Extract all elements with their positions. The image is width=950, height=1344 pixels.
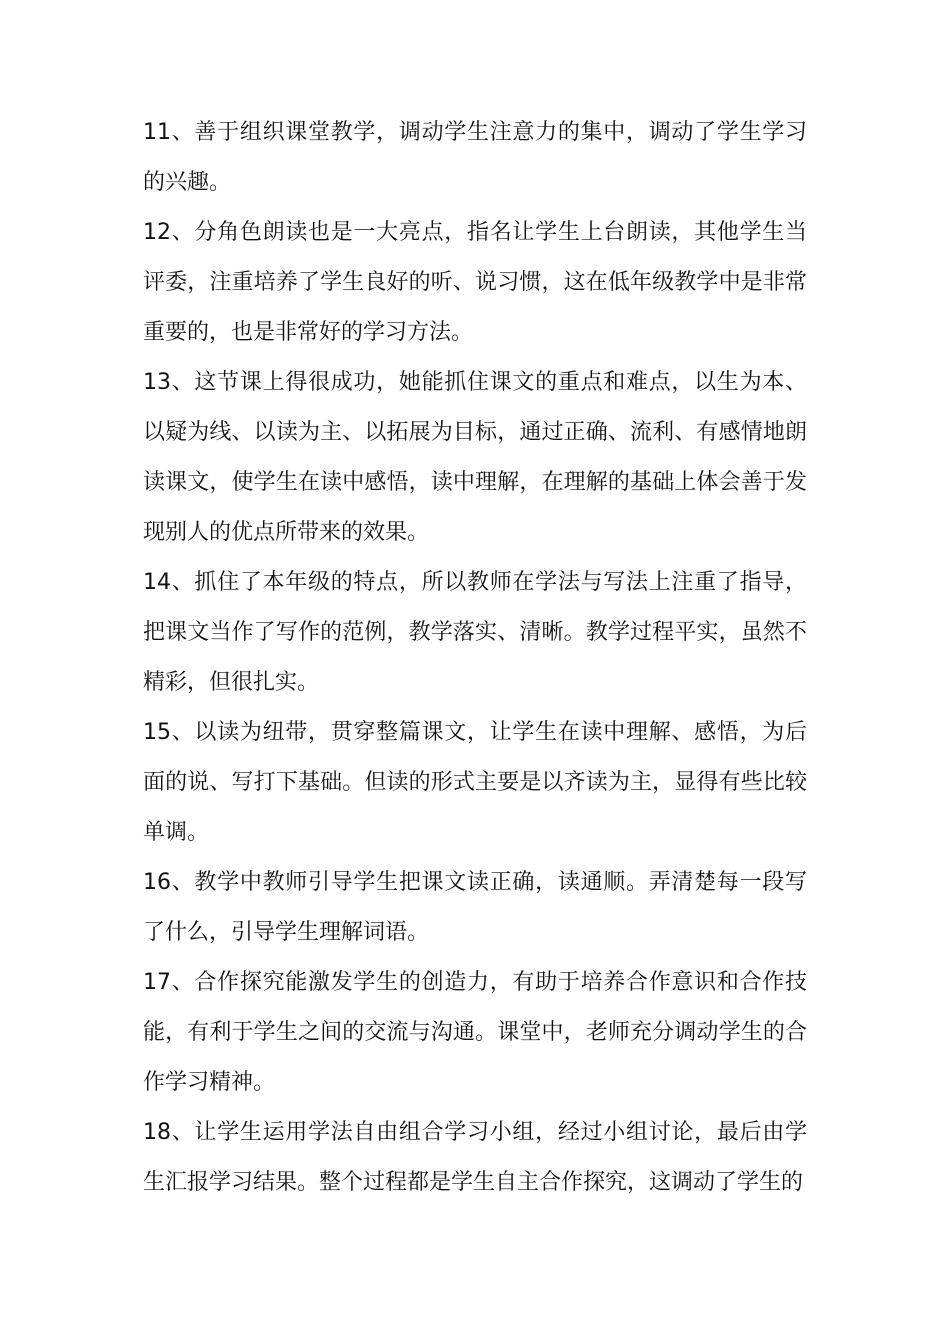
paragraph-15: 15、以读为纽带，贯穿整篇课文，让学生在读中理解、感悟，为后面的说、写打下基础。但读的形式主要是以齐读为主，显得有些比较单调。 [143,720,807,845]
paragraph-12: 12、分角色朗读也是一大亮点，指名让学生上台朗读，其他学生当评委，注重培养了学生良好的听、说习惯，这在低年级教学中是非常重要的，也是非常好的学习方法。 [143,220,807,345]
paragraph-17: 17、合作探究能激发学生的创造力，有助于培养合作意识和合作技能，有利于学生之间的交流与沟通。课堂中，老师充分调动学生的合作学习精神。 [143,970,807,1095]
paragraph-18: 18、让学生运用学法自由组合学习小组，经过小组讨论，最后由学生汇报学习结果。整个过程都是学生自主合作探究，这调动了学生的 [143,1120,807,1195]
document-body [143,108,807,1208]
paragraph-11: 11、善于组织课堂教学，调动学生注意力的集中，调动了学生学习的兴趣。 [143,120,807,195]
paragraph-14: 14、抓住了本年级的特点，所以教师在学法与写法上注重了指导，把课文当作了写作的范例，教学落实、清晰。教学过程平实，虽然不精彩，但很扎实。 [143,570,807,695]
paragraph-13: 13、这节课上得很成功，她能抓住课文的重点和难点，以生为本、以疑为线、以读为主、以拓展为目标，通过正确、流利、有感情地朗读课文，使学生在读中感悟，读中理解，在理解的基础上体会善于发现别人的优点所带来的效果。 [143,370,807,545]
paragraph-16: 16、教学中教师引导学生把课文读正确，读通顺。弄清楚每一段写了什么，引导学生理解词语。 [143,870,807,945]
